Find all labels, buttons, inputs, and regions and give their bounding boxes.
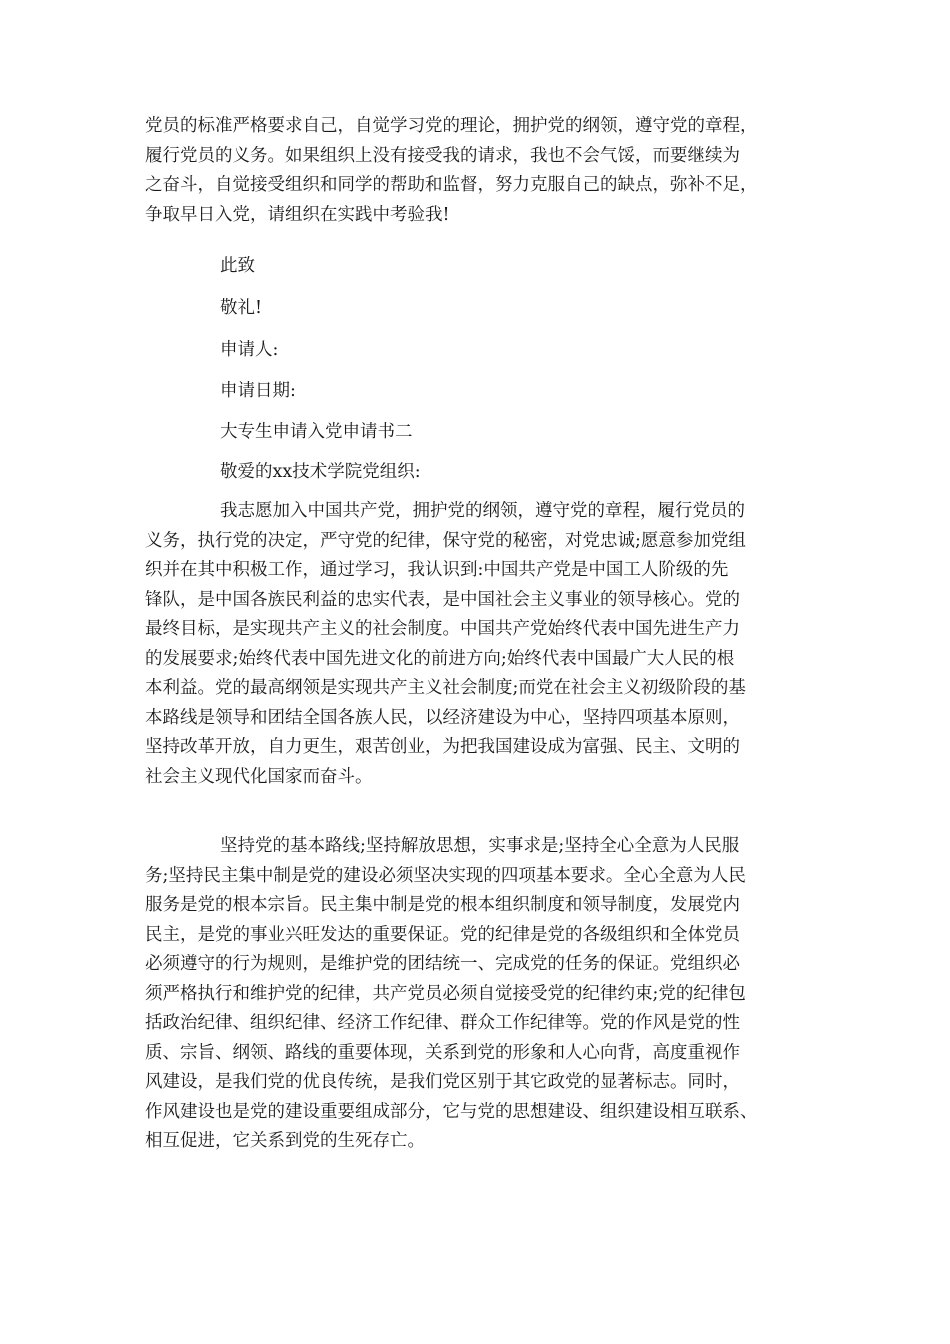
text-line: 争取早日入党，请组织在实践中考验我! — [145, 204, 450, 225]
text-line: 括政治纪律、组织纪律、经济工作纪律、群众工作纪律等。党的作风是党的性 — [145, 1013, 740, 1033]
section-title: 大专生申请入党申请书二 — [220, 422, 413, 442]
text-line: 社会主义现代化国家而奋斗。 — [145, 766, 373, 787]
text-line: 义务，执行党的决定，严守党的纪律，保守党的秘密，对党忠诚;愿意参加党组 — [145, 530, 746, 551]
text-line: 作风建设也是党的建设重要组成部分，它与党的思想建设、组织建设相互联系、 — [145, 1101, 758, 1122]
text-line: 相互促进，它关系到党的生死存亡。 — [145, 1131, 425, 1151]
text-line: 民主，是党的事业兴旺发达的重要保证。党的纪律是党的各级组织和全体党员 — [145, 924, 740, 945]
date-label: 申请日期: — [220, 381, 296, 401]
text-line: 坚持党的基本路线;坚持解放思想，实事求是;坚持全心全意为人民服 — [220, 836, 740, 856]
text-line: 本利益。党的最高纲领是实现共产主义社会制度;而党在社会主义初级阶段的基 — [145, 678, 746, 698]
text-line: 的发展要求;始终代表中国先进文化的前进方向;始终代表中国最广大人民的根 — [145, 648, 735, 669]
closing-greeting: 此致 — [220, 256, 255, 276]
text-line: 坚持改革开放，自力更生，艰苦创业，为把我国建设成为富强、民主、文明的 — [145, 737, 740, 757]
paragraph-top — [145, 112, 810, 230]
text-line: 锋队，是中国各族民利益的忠实代表，是中国社会主义事业的领导核心。党的 — [145, 589, 740, 610]
paragraph-3 — [145, 832, 810, 1157]
text-line: 履行党员的义务。如果组织上没有接受我的请求，我也不会气馁，而要继续为 — [145, 145, 740, 166]
text-line: 党员的标准严格要求自己，自觉学习党的理论，拥护党的纲领，遵守党的章程， — [145, 116, 758, 136]
text-line: 必须遵守的行为规则，是维护党的团结统一、完成党的任务的保证。党组织必 — [145, 954, 740, 974]
text-line: 之奋斗，自觉接受组织和同学的帮助和监督，努力克服自己的缺点，弥补不足， — [145, 175, 758, 195]
text-line: 最终目标，是实现共产主义的社会制度。中国共产党始终代表中国先进生产力 — [145, 619, 740, 639]
text-line: 须严格执行和维护党的纪律，共产党员必须自觉接受党的纪律约束;党的纪律包 — [145, 983, 746, 1004]
text-line: 风建设，是我们党的优良传统，是我们党区别于其它政党的显著标志。同时， — [145, 1072, 740, 1092]
text-line: 本路线是领导和团结全国各族人民，以经济建设为中心，坚持四项基本原则， — [145, 707, 740, 728]
text-line: 我志愿加入中国共产党，拥护党的纲领，遵守党的章程，履行党员的 — [220, 501, 745, 521]
text-line: 质、宗旨、纲领、路线的重要体现，关系到党的形象和人心向背，高度重视作 — [145, 1042, 740, 1063]
paragraph-2 — [145, 497, 810, 792]
salutation: 敬爱的xx技术学院党组织: — [220, 462, 421, 482]
text-line: 服务是党的根本宗旨。民主集中制是党的根本组织制度和领导制度，发展党内 — [145, 895, 740, 915]
text-line: 织并在其中积极工作，通过学习，我认识到:中国共产党是中国工人阶级的先 — [145, 560, 729, 580]
text-line: 务;坚持民主集中制是党的建设必须坚决实现的四项基本要求。全心全意为人民 — [145, 865, 746, 886]
applicant-label: 申请人: — [220, 340, 279, 360]
closing-salute: 敬礼! — [220, 298, 263, 318]
